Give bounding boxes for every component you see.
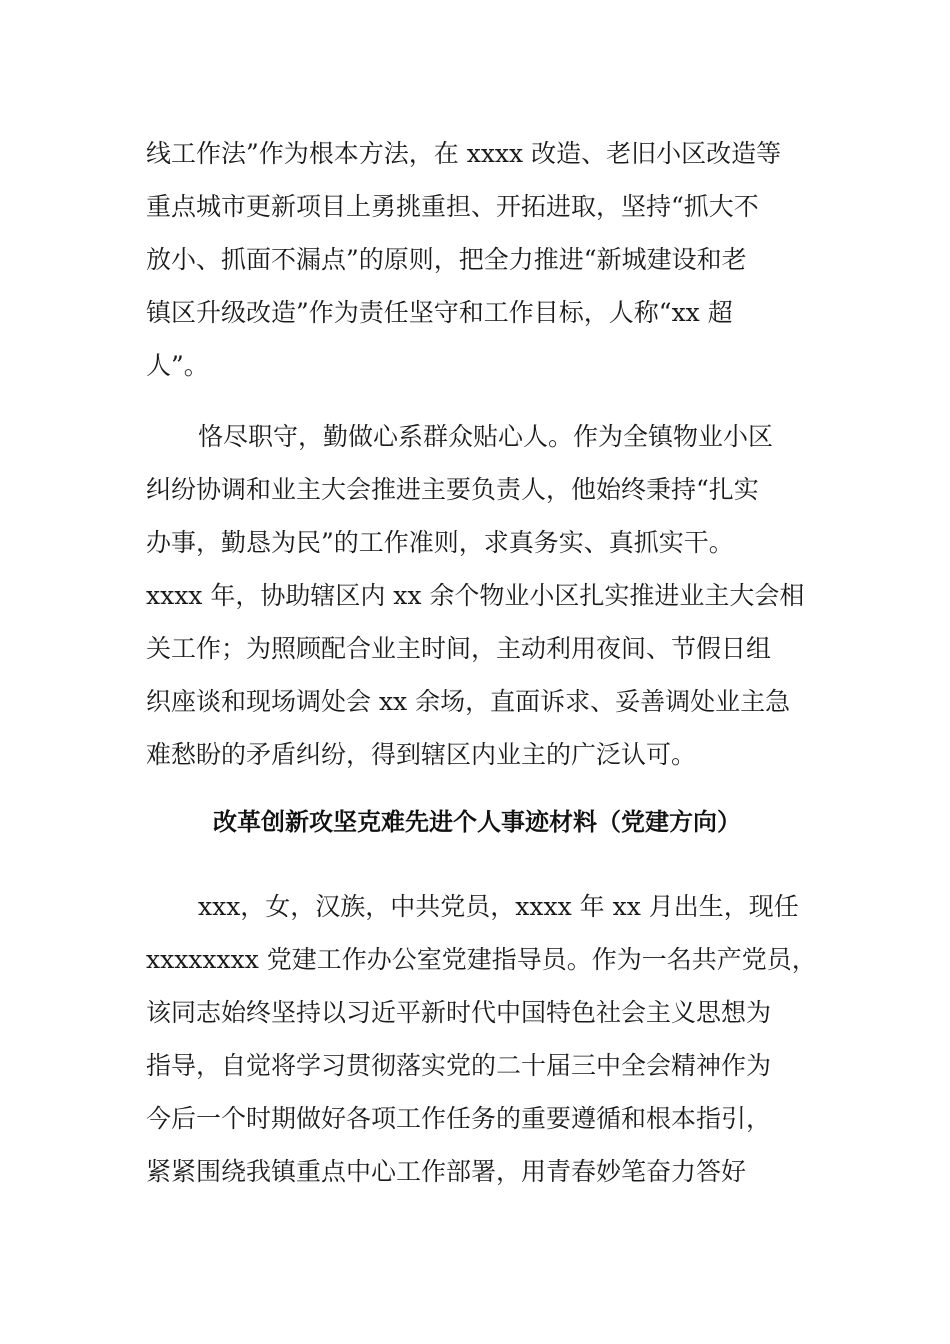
paragraph-line: 放小、抓面不漏点”的原则，把全力推进“新城建设和老 bbox=[146, 245, 747, 274]
paragraph-line: xxx，女，汉族，中共党员，xxxx 年 xx 月出生，现任 bbox=[198, 892, 799, 921]
paragraph-line: 指导，自觉将学习贯彻落实党的二十届三中全会精神作为 bbox=[146, 1051, 772, 1080]
paragraph-line: xxxxxxxx 党建工作办公室党建指导员。作为一名共产党员， bbox=[146, 945, 817, 974]
paragraph-line: 重点城市更新项目上勇挑重担、开拓进取，坚持“抓大不 bbox=[146, 192, 759, 221]
paragraph-line: 关工作；为照顾配合业主时间，主动利用夜间、节假日组 bbox=[146, 634, 772, 663]
paragraph-line: xxxx 年，协助辖区内 xx 余个物业小区扎实推进业主大会相 bbox=[146, 581, 805, 610]
paragraph-line: 今后一个时期做好各项工作任务的重要遵循和根本指引， bbox=[146, 1104, 772, 1133]
paragraph-line: 难愁盼的矛盾纠纷，得到辖区内业主的广泛认可。 bbox=[146, 740, 697, 769]
paragraph-line: 办事，勤恳为民”的工作准则，求真务实、真抓实干。 bbox=[146, 528, 734, 557]
paragraph-line: 恪尽职守，勤做心系群众贴心人。作为全镇物业小区 bbox=[198, 422, 774, 451]
paragraph-line: 纠纷协调和业主大会推进主要负责人，他始终秉持“扎实 bbox=[146, 475, 759, 504]
section-heading: 改革创新攻坚克难先进个人事迹材料（党建方向） bbox=[213, 808, 741, 836]
paragraph-1 bbox=[146, 127, 808, 392]
paragraph-line: 该同志始终坚持以习近平新时代中国特色社会主义思想为 bbox=[146, 998, 772, 1027]
paragraph-line: 镇区升级改造”作为责任坚守和工作目标，人称“xx 超 bbox=[146, 298, 733, 327]
paragraph-line: 线工作法”作为根本方法，在 xxxx 改造、老旧小区改造等 bbox=[146, 139, 782, 168]
paragraph-line: 紧紧围绕我镇重点中心工作部署，用青春妙笔奋力答好 bbox=[146, 1157, 747, 1186]
paragraph-2 bbox=[146, 410, 808, 781]
paragraph-3 bbox=[146, 880, 817, 1198]
paragraph-line: 人”。 bbox=[146, 351, 209, 380]
paragraph-line: 织座谈和现场调处会 xx 余场，直面诉求、妥善调处业主急 bbox=[146, 687, 791, 716]
